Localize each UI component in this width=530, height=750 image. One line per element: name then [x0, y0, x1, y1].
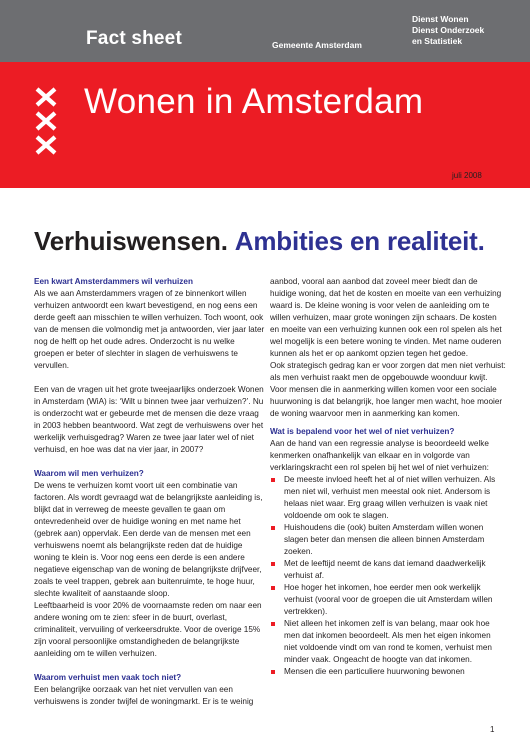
fact-sheet-label: Fact sheet [86, 28, 182, 49]
section-heading: Waarom verhuist men vaak toch niet? [34, 673, 182, 682]
paragraph: aanbod, vooral aan aanbod dat zoveel meer biedt dan de huidige woning, dat het de kosten en moeite van een verhuizing waard is. De kleine woning is voor velen de aanleiding om te willen verhuizen, maar grote woningen zijn schaars. De kosten en moeite van een verhuizing kunnen ook een rol spelen als het wel mogelijk is een betere woning te vinden. Met name ouderen kunnen als het er op aankomt opzien tegen het gedoe. [270, 277, 502, 358]
publication-date: juli 2008 [452, 171, 482, 180]
list-item: Hoe hoger het inkomen, hoe eerder men ook werkelijk verhuist (vooral voor de groepen die uit Amsterdam willen vertrekken). [270, 582, 506, 618]
paragraph: Aan de hand van een regressie analyse is beoordeeld welke kenmerken onafhankelijk van elkaar en in volgorde van verklaringskracht een rol spelen bij het wel of niet verhuizen: [270, 439, 489, 472]
list-item: Met de leeftijd neemt de kans dat iemand daadwerkelijk verhuist af. [270, 558, 506, 582]
paragraph: De wens te verhuizen komt voort uit een combinatie van factoren. Als wordt gevraagd wat de belangrijkste aanleiding is, blijkt dat in verreweg de meeste gevallen te gaan om ontevredenheid over de huidige woning en met name het (gebrek aan) oppervlak. Een derde van de mensen met een verhuiswens noemt als belangrijkste reden dat de huidige woning te klein is. Voor nog eens een derde is een andere negatieve eigenschap van de woning de belangrijkste drijfveer, zoals te veel trappen, gebrek aan buitenruimte, te hoge huur, slechte kwaliteit of aanstaande sloop. [34, 481, 263, 598]
section-heading: Een kwart Amsterdammers wil verhuizen [34, 277, 193, 286]
text-column-left [34, 276, 266, 708]
gemeente-label: Gemeente Amsterdam [272, 40, 362, 50]
paragraph: Leeftbaarheid is voor 20% de voornaamste reden om naar een andere woning om te zien: sfeer in de buurt, overlast, criminaliteit, vervuiling of verkeersdrukte. Voor de overige 15% zijn vooral persoonlijke omstandigheden de belangrijkste aanleiding om te willen verhuizen. [34, 601, 262, 658]
list-item: De meeste invloed heeft het al of niet willen verhuizen. Als men niet wil, verhuist men meestal ook niet. Andersom is helaas niet waar. Erg graag willen verhuizen is vaak niet voldoende om ook te slagen. [270, 474, 506, 522]
banner-title: Wonen in Amsterdam [84, 82, 424, 121]
page-headline [34, 226, 485, 257]
paragraph: Ook strategisch gedrag kan er voor zorgen dat men niet verhuist: als men verhuist raakt men de opgebouwde woonduur kwijt. Voor mensen die in aanmerking willen komen voor een sociale huurwoning is dat belangrijk, hoe langer men wacht, hoe mooier de woning waarvoor men in aanmerking kan komen. [270, 361, 506, 418]
text-column-right [270, 276, 506, 678]
bullet-list [270, 474, 506, 678]
dienst-line: en Statistiek [412, 36, 463, 46]
paragraph: Een van de vragen uit het grote tweejaarlijks onderzoek Wonen in Amsterdam (WiA) is: ‘Wilt u binnen twee jaar verhuizen?’. Nu is onderzocht wat er gebeurde met de mensen die deze vraag in 2003 hebben beantwoord. Wat zegt de verhuiswens over het werkelijk verhuisgedrag? Waren ze twee jaar later wel of niet verhuisd, en hoe was dat na vier jaar, in 2007? [34, 385, 264, 454]
dienst-label [412, 14, 484, 47]
headline-part-2: Ambities en realiteit. [234, 226, 485, 256]
list-item: Huishoudens die (ook) buiten Amsterdam willen wonen slagen beter dan mensen die alleen binnen Amsterdam zoeken. [270, 522, 506, 558]
headline-part-1: Verhuiswensen. [34, 226, 228, 256]
amsterdam-crosses-icon [34, 86, 58, 156]
paragraph: Als we aan Amsterdammers vragen of ze binnenkort willen verhuizen antwoordt een kwart bevestigend, en nog eens een derde geeft aan misschien te willen verhuizen. Toch woont, ook van de mensen die volmondig met ja antwoorden, vier jaar later nog de helft op het oude adres. Onderzocht is nu welke groepen er beter of slechter in slagen de verhuiswens te vervullen. [34, 289, 265, 370]
page-number: 1 [490, 725, 495, 734]
paragraph: Een belangrijke oorzaak van het niet vervullen van een verhuiswens is zonder twijfel de woningmarkt. Er is te weinig [34, 685, 254, 706]
section-heading: Waarom wil men verhuizen? [34, 469, 144, 478]
list-item: Niet alleen het inkomen zelf is van belang, maar ook hoe men dat inkomen beoordeelt. Als men het eigen inkomen niet voldoende vindt om van rond te komen, verhuist men minder vaak. Ongeacht de hoogte van dat inkomen. [270, 618, 506, 666]
list-item: Mensen die een particuliere huurwoning bewonen [270, 666, 506, 678]
header-bar [0, 0, 530, 62]
dienst-line: Dienst Onderzoek [412, 25, 485, 35]
title-banner [0, 62, 530, 188]
section-heading: Wat is bepalend voor het wel of niet verhuizen? [270, 427, 455, 436]
dienst-line: Dienst Wonen [412, 14, 469, 24]
